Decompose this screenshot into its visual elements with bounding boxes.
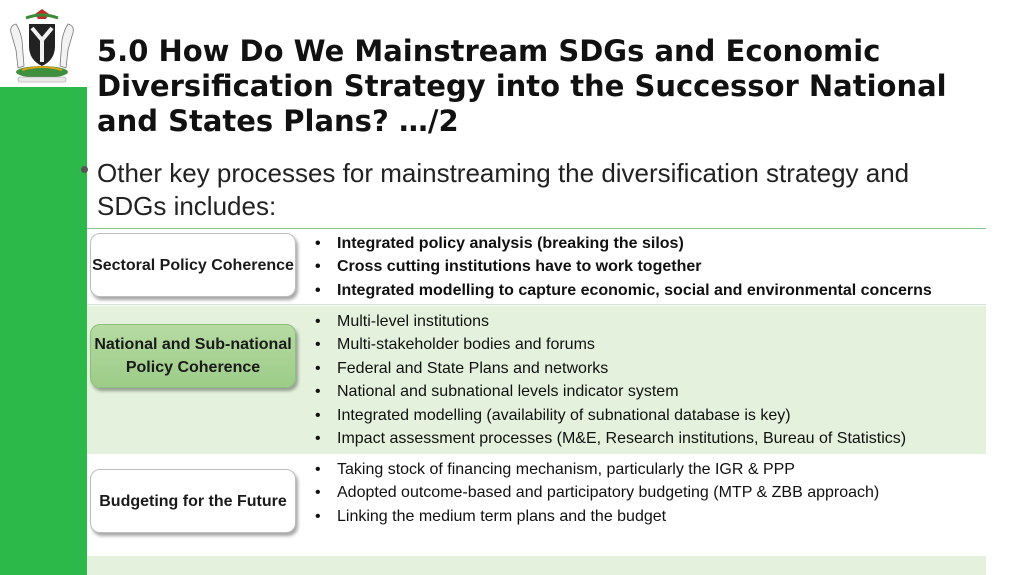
list-item: • Multi-stakeholder bodies and forums: [315, 333, 906, 356]
list-item: • Multi-level institutions: [315, 310, 906, 333]
section-label-national-subnational-policy-coherence: National and Sub-national Policy Coherence: [90, 324, 296, 388]
section-label-sectoral-policy-coherence: Sectoral Policy Coherence: [90, 233, 296, 297]
list-item: • Federal and State Plans and networks: [315, 357, 906, 380]
section-label-budgeting-for-the-future: Budgeting for the Future: [90, 469, 296, 533]
list-item: • Adopted outcome-based and participatory budgeting (MTP & ZBB approach): [315, 481, 879, 504]
empty-table-row: [87, 556, 986, 575]
list-item: • National and subnational levels indicator system: [315, 380, 906, 403]
coat-of-arms-logo: [0, 0, 87, 87]
intro-text: Other key processes for mainstreaming the diversification strategy and SDGs includes:: [97, 158, 910, 221]
section-row-national-subnational: [87, 306, 986, 454]
coat-of-arms-icon: [2, 6, 82, 86]
list-item: • Impact assessment processes (M&E, Research institutions, Bureau of Statistics): [315, 427, 906, 450]
list-item: • Taking stock of financing mechanism, particularly the IGR & PPP: [315, 458, 879, 481]
list-item: • Cross cutting institutions have to work together: [315, 255, 932, 278]
section-items-list: [315, 310, 906, 450]
section-items-list: [315, 458, 879, 528]
section-row-sectoral: [87, 229, 986, 305]
section-items-list: [315, 232, 932, 302]
list-item: • Integrated modelling to capture economic, social and environmental concerns: [315, 279, 932, 302]
list-item: • Integrated modelling (availability of subnational database is key): [315, 404, 906, 427]
section-row-budgeting: [87, 455, 986, 555]
slide-title: 5.0 How Do We Mainstream SDGs and Economic Diversification Strategy into the Successor National and States Plans? …/2: [97, 34, 947, 138]
intro-bullet-icon: [81, 166, 88, 173]
list-item: • Linking the medium term plans and the budget: [315, 505, 879, 528]
list-item: • Integrated policy analysis (breaking the silos): [315, 232, 932, 255]
